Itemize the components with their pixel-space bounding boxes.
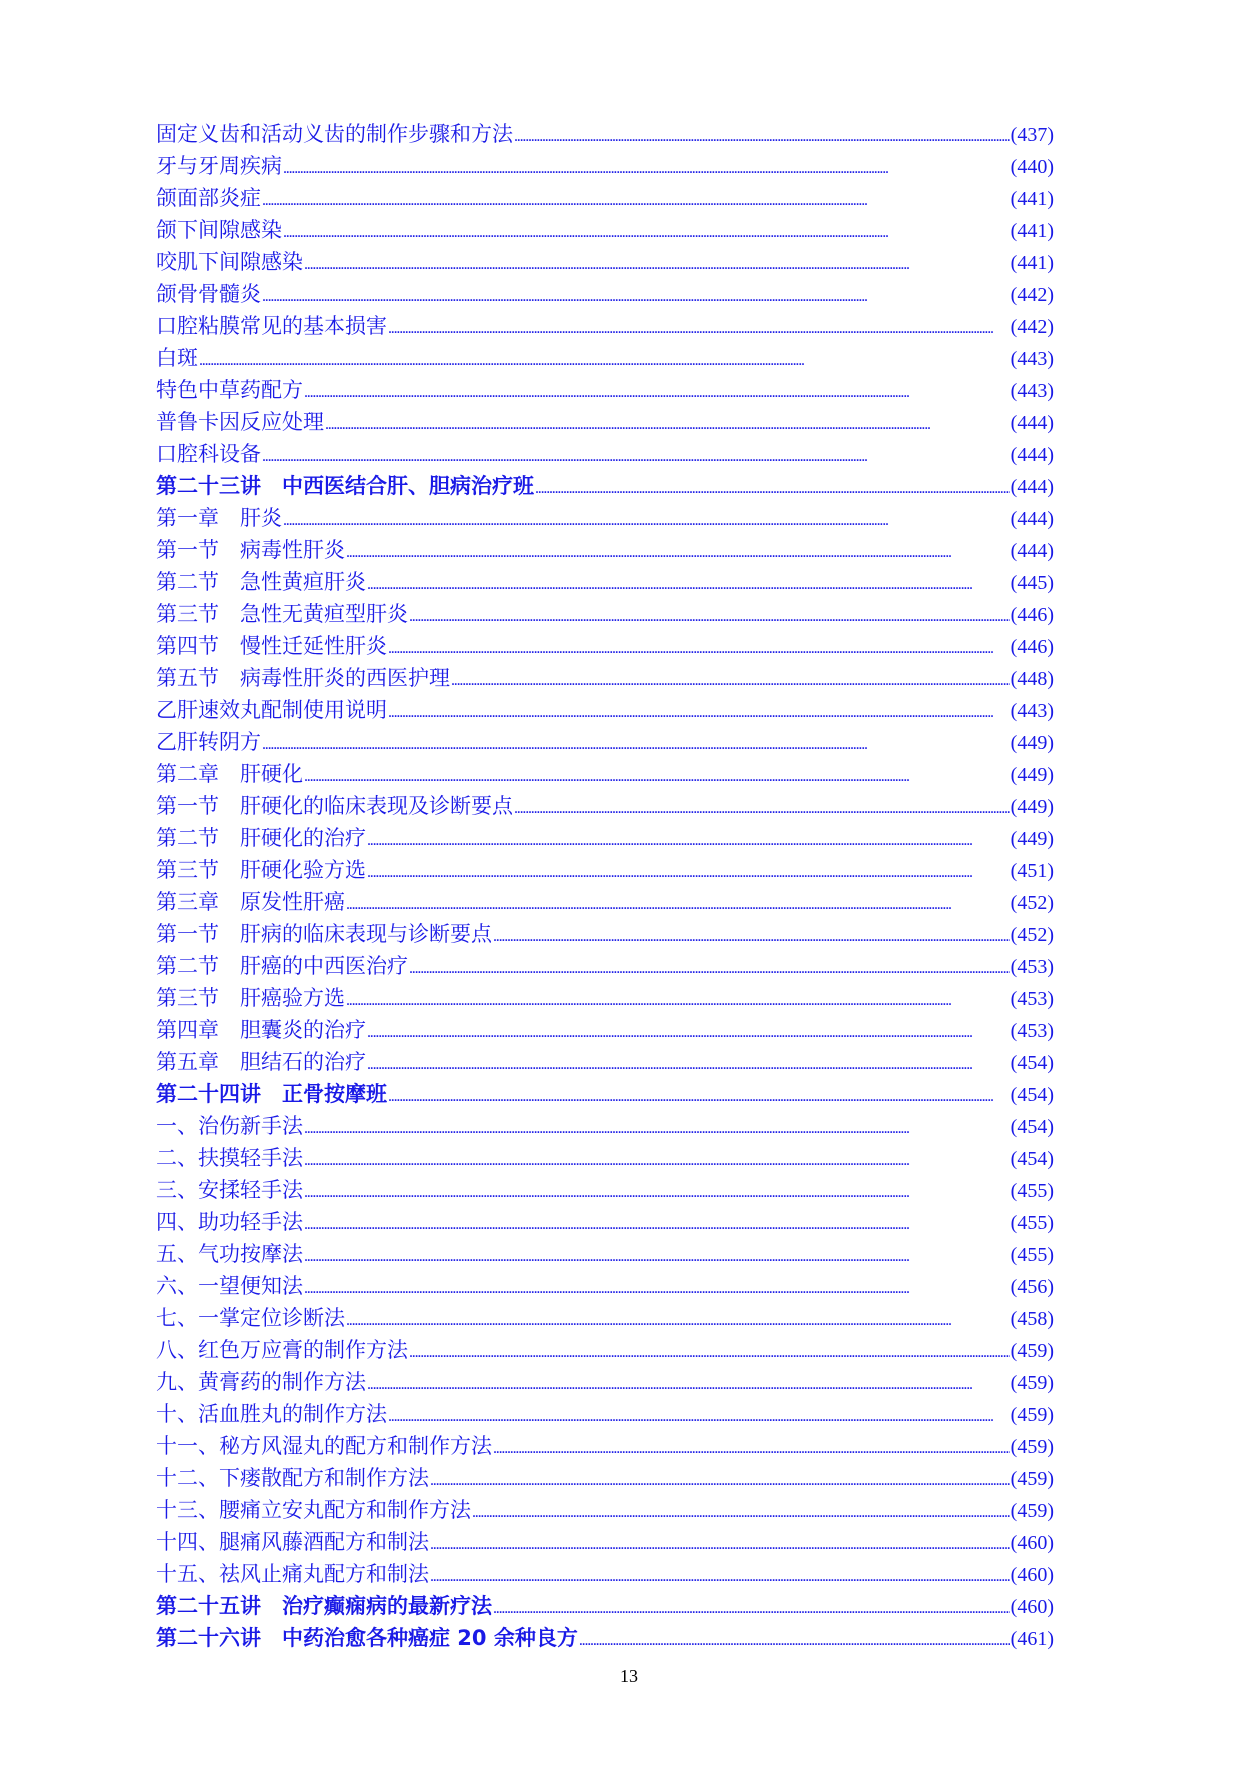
toc-leader-dots — [304, 377, 1010, 409]
toc-entry-title: 白斑 — [156, 346, 198, 370]
toc-entry-page: (455) — [1010, 1180, 1054, 1202]
toc-leader-dots — [346, 985, 1010, 1017]
toc-entry[interactable] — [156, 854, 1054, 886]
toc-entry-page: (441) — [1010, 220, 1054, 242]
toc-section-heading[interactable] — [156, 470, 1054, 502]
toc-entry-page: (454) — [1010, 1052, 1054, 1074]
toc-entry-title: 特色中草药配方 — [156, 378, 303, 402]
toc-entry-title: 十一、秘方风湿丸的配方和制作方法 — [156, 1434, 492, 1458]
toc-entry-page: (444) — [1010, 540, 1054, 562]
toc-entry-page: (443) — [1010, 700, 1054, 722]
toc-section-heading[interactable] — [156, 1622, 1054, 1654]
toc-entry-title: 第二节 肝硬化的治疗 — [156, 826, 366, 850]
toc-leader-dots — [262, 729, 1010, 761]
toc-entry[interactable] — [156, 1334, 1054, 1366]
toc-entry-page: (459) — [1010, 1436, 1054, 1458]
toc-leader-dots — [199, 345, 1010, 377]
toc-leader-dots — [493, 921, 1010, 953]
toc-entry[interactable] — [156, 950, 1054, 982]
toc-entry-page: (454) — [1010, 1084, 1054, 1106]
toc-entry-title: 颌骨骨髓炎 — [156, 282, 261, 306]
toc-leader-dots — [535, 473, 1010, 505]
toc-entry[interactable] — [156, 310, 1054, 342]
toc-entry-page: (437) — [1010, 124, 1054, 146]
toc-leader-dots — [304, 1113, 1010, 1145]
toc-leader-dots — [367, 1017, 1010, 1049]
toc-leader-dots — [493, 1433, 1010, 1465]
toc-entry-title: 十二、下瘘散配方和制作方法 — [156, 1466, 429, 1490]
toc-leader-dots — [409, 1337, 1010, 1369]
toc-entry-title: 第五节 病毒性肝炎的西医护理 — [156, 666, 450, 690]
toc-entry-title: 六、一望便知法 — [156, 1274, 303, 1298]
toc-leader-dots — [514, 121, 1010, 153]
toc-leader-dots — [451, 665, 1010, 697]
toc-entry-page: (451) — [1010, 860, 1054, 882]
toc-leader-dots — [304, 1241, 1010, 1273]
toc-entry[interactable] — [156, 1558, 1054, 1590]
toc-entry-title: 口腔科设备 — [156, 442, 261, 466]
toc-entry-title: 颌面部炎症 — [156, 186, 261, 210]
toc-leader-dots — [367, 825, 1010, 857]
toc-entry-page: (454) — [1010, 1148, 1054, 1170]
toc-entry-page: (449) — [1010, 764, 1054, 786]
toc-entry[interactable] — [156, 1366, 1054, 1398]
toc-entry[interactable] — [156, 1302, 1054, 1334]
toc-entry[interactable] — [156, 1430, 1054, 1462]
toc-entry-page: (444) — [1010, 444, 1054, 466]
toc-entry-title: 三、安揉轻手法 — [156, 1178, 303, 1202]
toc-leader-dots — [325, 409, 1010, 441]
toc-entry-page: (440) — [1010, 156, 1054, 178]
toc-entry-title: 乙肝速效丸配制使用说明 — [156, 698, 387, 722]
toc-entry[interactable] — [156, 1526, 1054, 1558]
toc-entry-page: (461) — [1010, 1628, 1054, 1650]
toc-entry-page: (458) — [1010, 1308, 1054, 1330]
toc-leader-dots — [367, 569, 1010, 601]
toc-entry-title: 十三、腰痛立安丸配方和制作方法 — [156, 1498, 471, 1522]
toc-entry-page: (456) — [1010, 1276, 1054, 1298]
toc-entry-page: (446) — [1010, 636, 1054, 658]
toc-entry-title: 咬肌下间隙感染 — [156, 250, 303, 274]
toc-entry[interactable] — [156, 502, 1054, 534]
toc-leader-dots — [579, 1625, 1010, 1657]
toc-leader-dots — [388, 697, 1010, 729]
toc-leader-dots — [388, 1401, 1010, 1433]
toc-entry[interactable] — [156, 1398, 1054, 1430]
toc-entry-title: 颌下间隙感染 — [156, 218, 282, 242]
toc-entry-title: 口腔粘膜常见的基本损害 — [156, 314, 387, 338]
toc-leader-dots — [367, 1049, 1010, 1081]
toc-entry-title: 一、治伤新手法 — [156, 1114, 303, 1138]
toc-entry[interactable] — [156, 790, 1054, 822]
toc-entry-page: (459) — [1010, 1500, 1054, 1522]
table-of-contents — [156, 118, 1054, 1654]
toc-entry-page: (459) — [1010, 1468, 1054, 1490]
toc-leader-dots — [304, 1209, 1010, 1241]
toc-entry[interactable] — [156, 438, 1054, 470]
toc-leader-dots — [304, 1273, 1010, 1305]
toc-entry-title: 二、扶摸轻手法 — [156, 1146, 303, 1170]
toc-entry-title: 第二章 肝硬化 — [156, 762, 303, 786]
toc-leader-dots — [346, 537, 1010, 569]
toc-leader-dots — [514, 793, 1010, 825]
toc-entry[interactable] — [156, 246, 1054, 278]
toc-entry-page: (444) — [1010, 476, 1054, 498]
toc-section-heading[interactable] — [156, 1590, 1054, 1622]
toc-entry-page: (455) — [1010, 1212, 1054, 1234]
toc-entry-title: 第四章 胆囊炎的治疗 — [156, 1018, 366, 1042]
toc-leader-dots — [388, 633, 1010, 665]
toc-entry[interactable] — [156, 662, 1054, 694]
toc-entry[interactable] — [156, 214, 1054, 246]
toc-entry[interactable] — [156, 886, 1054, 918]
toc-leader-dots — [493, 1593, 1010, 1625]
toc-entry[interactable] — [156, 758, 1054, 790]
toc-leader-dots — [283, 153, 1010, 185]
toc-entry-page: (442) — [1010, 284, 1054, 306]
toc-entry-title: 第一节 肝硬化的临床表现及诊断要点 — [156, 794, 513, 818]
toc-entry[interactable] — [156, 1462, 1054, 1494]
toc-entry-title: 第三节 急性无黄疸型肝炎 — [156, 602, 408, 626]
toc-leader-dots — [367, 857, 1010, 889]
toc-entry-title: 第三节 肝癌验方选 — [156, 986, 345, 1010]
toc-leader-dots — [430, 1529, 1010, 1561]
toc-entry-page: (448) — [1010, 668, 1054, 690]
toc-entry[interactable] — [156, 1110, 1054, 1142]
toc-entry-page: (453) — [1010, 1020, 1054, 1042]
toc-leader-dots — [262, 441, 1010, 473]
toc-entry[interactable] — [156, 918, 1054, 950]
toc-leader-dots — [367, 1369, 1010, 1401]
toc-entry-page: (443) — [1010, 348, 1054, 370]
toc-entry-title: 第一章 肝炎 — [156, 506, 282, 530]
toc-entry[interactable] — [156, 566, 1054, 598]
toc-entry-title: 牙与牙周疾病 — [156, 154, 282, 178]
toc-leader-dots — [262, 185, 1010, 217]
toc-entry-page: (454) — [1010, 1116, 1054, 1138]
toc-entry[interactable] — [156, 726, 1054, 758]
toc-entry[interactable] — [156, 406, 1054, 438]
toc-entry-title: 第二节 急性黄疸肝炎 — [156, 570, 366, 594]
toc-entry-title: 八、红色万应膏的制作方法 — [156, 1338, 408, 1362]
toc-leader-dots — [283, 505, 1010, 537]
toc-entry-title: 第一节 肝病的临床表现与诊断要点 — [156, 922, 492, 946]
toc-entry[interactable] — [156, 822, 1054, 854]
toc-entry[interactable] — [156, 630, 1054, 662]
toc-entry-page: (452) — [1010, 924, 1054, 946]
toc-entry-page: (443) — [1010, 380, 1054, 402]
toc-entry-title: 七、一掌定位诊断法 — [156, 1306, 345, 1330]
toc-entry[interactable] — [156, 1270, 1054, 1302]
toc-entry-page: (445) — [1010, 572, 1054, 594]
toc-entry-title: 第一节 病毒性肝炎 — [156, 538, 345, 562]
toc-entry-title: 五、气功按摩法 — [156, 1242, 303, 1266]
toc-entry-page: (444) — [1010, 508, 1054, 530]
toc-entry[interactable] — [156, 1238, 1054, 1270]
toc-leader-dots — [388, 313, 1010, 345]
toc-entry[interactable] — [156, 118, 1054, 150]
toc-leader-dots — [430, 1465, 1010, 1497]
toc-entry-page: (460) — [1010, 1596, 1054, 1618]
toc-entry-title: 乙肝转阴方 — [156, 730, 261, 754]
toc-entry-title: 第二节 肝癌的中西医治疗 — [156, 954, 408, 978]
toc-entry-title: 十五、祛风止痛丸配方和制法 — [156, 1562, 429, 1586]
toc-entry-title: 四、助功轻手法 — [156, 1210, 303, 1234]
toc-entry-page: (446) — [1010, 604, 1054, 626]
toc-entry[interactable] — [156, 1046, 1054, 1078]
toc-entry[interactable] — [156, 1142, 1054, 1174]
toc-entry-page: (459) — [1010, 1340, 1054, 1362]
toc-entry[interactable] — [156, 598, 1054, 630]
toc-entry-page: (441) — [1010, 188, 1054, 210]
toc-entry-page: (453) — [1010, 956, 1054, 978]
toc-entry-title: 第三章 原发性肝癌 — [156, 890, 345, 914]
toc-entry[interactable] — [156, 1206, 1054, 1238]
toc-entry-title: 第二十三讲 中西医结合肝、胆病治疗班 — [156, 474, 534, 498]
toc-leader-dots — [346, 889, 1010, 921]
toc-entry-title: 九、黄膏药的制作方法 — [156, 1370, 366, 1394]
toc-entry-title: 第二十六讲 中药治愈各种癌症 20 余种良方 — [156, 1626, 578, 1650]
toc-entry-title: 固定义齿和活动义齿的制作步骤和方法 — [156, 122, 513, 146]
toc-entry-page: (452) — [1010, 892, 1054, 914]
toc-entry[interactable] — [156, 182, 1054, 214]
toc-entry-page: (460) — [1010, 1532, 1054, 1554]
toc-entry-title: 普鲁卡因反应处理 — [156, 410, 324, 434]
toc-entry-page: (449) — [1010, 828, 1054, 850]
toc-entry[interactable] — [156, 1174, 1054, 1206]
toc-leader-dots — [283, 217, 1010, 249]
toc-leader-dots — [304, 1177, 1010, 1209]
toc-entry[interactable] — [156, 342, 1054, 374]
page-number: 13 — [620, 1666, 638, 1686]
toc-entry-page: (453) — [1010, 988, 1054, 1010]
toc-entry-page: (449) — [1010, 796, 1054, 818]
toc-entry-page: (449) — [1010, 732, 1054, 754]
toc-entry-title: 第二十五讲 治疗癫痫病的最新疗法 — [156, 1594, 492, 1618]
toc-entry[interactable] — [156, 694, 1054, 726]
toc-entry[interactable] — [156, 1014, 1054, 1046]
toc-entry-title: 第五章 胆结石的治疗 — [156, 1050, 366, 1074]
toc-leader-dots — [304, 761, 1010, 793]
toc-entry-page: (459) — [1010, 1404, 1054, 1426]
toc-leader-dots — [409, 953, 1010, 985]
toc-entry-page: (442) — [1010, 316, 1054, 338]
toc-entry[interactable] — [156, 1494, 1054, 1526]
toc-leader-dots — [409, 601, 1010, 633]
toc-entry-page: (455) — [1010, 1244, 1054, 1266]
toc-entry-title: 十四、腿痛风藤酒配方和制法 — [156, 1530, 429, 1554]
toc-entry-page: (459) — [1010, 1372, 1054, 1394]
toc-entry-title: 第三节 肝硬化验方选 — [156, 858, 366, 882]
toc-entry[interactable] — [156, 278, 1054, 310]
toc-leader-dots — [304, 249, 1010, 281]
toc-entry-page: (444) — [1010, 412, 1054, 434]
toc-leader-dots — [346, 1305, 1010, 1337]
toc-entry[interactable] — [156, 374, 1054, 406]
toc-leader-dots — [388, 1081, 1010, 1113]
toc-section-heading[interactable] — [156, 1078, 1054, 1110]
toc-entry[interactable] — [156, 534, 1054, 566]
toc-leader-dots — [262, 281, 1010, 313]
toc-entry-page: (460) — [1010, 1564, 1054, 1586]
toc-entry-title: 第四节 慢性迁延性肝炎 — [156, 634, 387, 658]
toc-leader-dots — [430, 1561, 1010, 1593]
toc-entry-title: 第二十四讲 正骨按摩班 — [156, 1082, 387, 1106]
toc-entry[interactable] — [156, 982, 1054, 1014]
toc-entry[interactable] — [156, 150, 1054, 182]
toc-leader-dots — [472, 1497, 1010, 1529]
toc-leader-dots — [304, 1145, 1010, 1177]
toc-entry-page: (441) — [1010, 252, 1054, 274]
toc-entry-title: 十、活血胜丸的制作方法 — [156, 1402, 387, 1426]
